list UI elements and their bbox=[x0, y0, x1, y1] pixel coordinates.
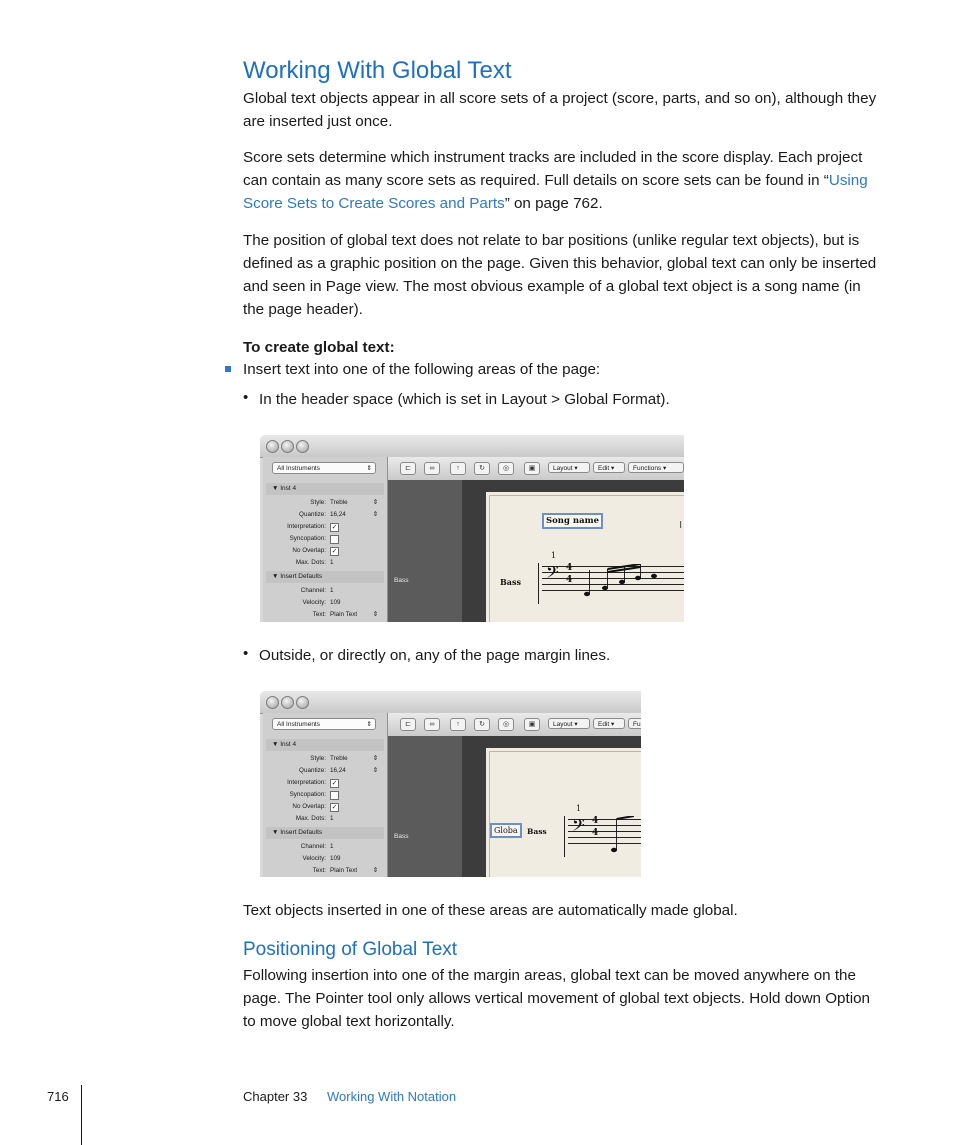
bracket-line bbox=[564, 816, 565, 857]
page-view bbox=[462, 736, 641, 877]
param-row[interactable] bbox=[266, 497, 384, 509]
close-icon[interactable] bbox=[266, 440, 279, 453]
stepper-icon[interactable]: ⇕ bbox=[372, 755, 378, 762]
inst-group-header[interactable]: ▼ Inst 4 bbox=[266, 739, 384, 751]
view-icon[interactable]: ▣ bbox=[524, 718, 540, 731]
zoom-icon[interactable] bbox=[296, 696, 309, 709]
param-row[interactable] bbox=[266, 521, 384, 533]
paragraph-text: Score sets determine which instrument tracks are included in the score display. Each project can contain as many score sets as required. Full details on score sets can be found in “ bbox=[243, 149, 863, 189]
step-bullet-icon bbox=[225, 366, 231, 372]
param-row[interactable] bbox=[266, 765, 384, 777]
stepper-icon[interactable]: ⇕ bbox=[372, 499, 378, 506]
menu-label: Layout bbox=[553, 465, 573, 472]
cross-reference-link[interactable]: Using Score Sets to Create Scores and Parts bbox=[243, 172, 868, 212]
param-row[interactable] bbox=[266, 865, 384, 877]
page-number: 716 bbox=[47, 1089, 69, 1104]
param-label: Channel: bbox=[300, 843, 326, 850]
minimize-icon[interactable] bbox=[281, 696, 294, 709]
score-page bbox=[486, 748, 641, 877]
checkbox[interactable]: ✓ bbox=[331, 780, 338, 787]
param-label: Quantize: bbox=[299, 511, 326, 518]
window-titlebar bbox=[260, 691, 641, 714]
param-label: Text: bbox=[312, 867, 326, 874]
menu-label: Functions bbox=[633, 465, 662, 472]
checkbox[interactable]: ✓ bbox=[331, 548, 338, 555]
checkbox[interactable] bbox=[330, 791, 339, 800]
param-value: 1 bbox=[330, 815, 334, 822]
bullet-dot-icon: • bbox=[243, 389, 249, 406]
param-row[interactable] bbox=[266, 533, 384, 545]
section-heading: Positioning of Global Text bbox=[243, 939, 458, 960]
midi-out-icon[interactable]: ◎ bbox=[498, 462, 514, 475]
param-row[interactable] bbox=[266, 789, 384, 801]
page-title: Working With Global Text bbox=[243, 57, 512, 84]
score-page bbox=[486, 492, 684, 622]
bracket-line bbox=[538, 563, 539, 604]
paragraph-positioning: Following insertion into one of the margin areas, global text can be moved anywhere on the page. The Pointer tool only allows vertical movement of global text objects. Hold down Option to move global text horizontally. bbox=[243, 967, 870, 1030]
stepper-icon[interactable]: ⇕ bbox=[372, 611, 378, 618]
stepper-icon[interactable]: ⇕ bbox=[372, 767, 378, 774]
param-value: 16,24 bbox=[330, 767, 346, 774]
param-label: Interpretation: bbox=[287, 523, 326, 530]
page-view bbox=[462, 480, 684, 622]
param-row[interactable] bbox=[266, 841, 384, 853]
score-toolbar bbox=[388, 713, 641, 737]
footer-chapter: Chapter 33 bbox=[243, 1089, 308, 1104]
checkbox[interactable]: ✓ bbox=[331, 804, 338, 811]
insert-defaults-header[interactable]: ▼ Insert Defaults bbox=[266, 827, 384, 839]
param-label: Text: bbox=[312, 611, 326, 618]
group-label: Insert Defaults bbox=[280, 829, 323, 836]
select-arrow-icon: ⇕ bbox=[366, 465, 372, 472]
track-column bbox=[388, 736, 462, 877]
chain-icon[interactable]: ∞ bbox=[424, 462, 440, 475]
menu-label: Fu bbox=[633, 721, 641, 728]
instrument-set-select[interactable] bbox=[272, 718, 376, 730]
track-name: Bass bbox=[394, 833, 409, 840]
layout-menu[interactable]: Layout ▾ bbox=[548, 462, 590, 473]
pointer-icon[interactable]: ↑ bbox=[450, 462, 466, 475]
global-text-object[interactable]: Globa bbox=[490, 823, 522, 838]
insert-defaults-header[interactable]: ▼ Insert Defaults bbox=[266, 571, 384, 583]
checkbox[interactable]: ✓ bbox=[331, 524, 338, 531]
param-value: 1 bbox=[330, 559, 334, 566]
catch-icon[interactable]: ↻ bbox=[474, 462, 490, 475]
select-arrow-icon: ⇕ bbox=[366, 721, 372, 728]
stepper-icon[interactable]: ⇕ bbox=[372, 511, 378, 518]
param-label: Velocity: bbox=[302, 855, 326, 862]
bar-number: 1 bbox=[551, 551, 557, 560]
bullet-margin-lines: Outside, or directly on, any of the page margin lines. bbox=[259, 647, 611, 664]
screenshot-margin-lines bbox=[260, 691, 641, 877]
notes-graphic bbox=[578, 564, 658, 604]
stepper-icon[interactable]: ⇕ bbox=[372, 867, 378, 874]
param-value: 109 bbox=[330, 855, 341, 862]
task-heading: To create global text: bbox=[243, 339, 395, 356]
param-row[interactable] bbox=[266, 801, 384, 813]
midi-out-icon[interactable]: ◎ bbox=[498, 718, 514, 731]
score-toolbar bbox=[388, 457, 684, 481]
param-label: Velocity: bbox=[302, 599, 326, 606]
param-value: Plain Text bbox=[330, 611, 358, 618]
inspector-panel bbox=[263, 457, 388, 622]
param-value: 16,24 bbox=[330, 511, 346, 518]
paragraph-automatic: Text objects inserted in one of these areas are automatically made global. bbox=[243, 902, 738, 919]
minimize-icon[interactable] bbox=[281, 440, 294, 453]
paragraph-score-sets bbox=[243, 146, 883, 215]
param-value: Treble bbox=[330, 755, 348, 762]
param-value: Treble bbox=[330, 499, 348, 506]
functions-menu[interactable]: Functions ▾ bbox=[628, 462, 684, 473]
instrument-set-select[interactable] bbox=[272, 462, 376, 474]
window-titlebar bbox=[260, 435, 684, 458]
inst-group-header[interactable]: ▼ Inst 4 bbox=[266, 483, 384, 495]
param-label: Syncopation: bbox=[289, 535, 326, 542]
paragraph-position: The position of global text does not relate to bar positions (unlike regular text objects), but is defined as a graphic position on the page. Given this behavior, global text can only be inserted and seen in Page view. The most obvious example of a global text object is a song name (in the page header). bbox=[243, 232, 877, 318]
checkbox[interactable] bbox=[330, 535, 339, 544]
param-value: 1 bbox=[330, 843, 334, 850]
param-label: No Overlap: bbox=[292, 547, 326, 554]
menu-label: Edit bbox=[598, 721, 610, 728]
group-label: Inst 4 bbox=[280, 485, 297, 492]
bass-clef-icon: 𝄢 bbox=[572, 815, 585, 839]
functions-menu[interactable] bbox=[628, 718, 641, 729]
param-value: 1 bbox=[330, 587, 334, 594]
layout-menu[interactable]: Layout ▾ bbox=[548, 718, 590, 729]
song-name-text[interactable]: Song name bbox=[542, 513, 603, 529]
param-row[interactable] bbox=[266, 813, 384, 825]
param-label: No Overlap: bbox=[292, 803, 326, 810]
param-label: Max. Dots: bbox=[295, 815, 326, 822]
param-value: 109 bbox=[330, 599, 341, 606]
param-label: Interpretation: bbox=[287, 779, 326, 786]
menu-label: Edit bbox=[598, 465, 610, 472]
param-value: Plain Text bbox=[330, 867, 358, 874]
notes-group bbox=[604, 816, 634, 856]
param-label: Channel: bbox=[300, 587, 326, 594]
param-row[interactable] bbox=[266, 509, 384, 521]
param-row[interactable] bbox=[266, 853, 384, 865]
view-icon[interactable]: ▣ bbox=[524, 462, 540, 475]
track-column bbox=[388, 480, 462, 622]
staff-name: Bass bbox=[527, 827, 547, 836]
select-label: All Instruments bbox=[277, 465, 320, 472]
param-row[interactable] bbox=[266, 557, 384, 569]
close-icon[interactable] bbox=[266, 696, 279, 709]
text-cursor-icon: I bbox=[679, 520, 682, 531]
link-icon[interactable]: ⊏ bbox=[400, 718, 416, 731]
paragraph-intro: Global text objects appear in all score sets of a project (score, parts, and so on), although they are inserted just once. bbox=[243, 90, 877, 130]
notes-graphic bbox=[604, 816, 634, 856]
edit-menu[interactable]: Edit ▾ bbox=[593, 718, 625, 729]
paragraph-text: ” on page 762. bbox=[504, 195, 603, 212]
catch-icon[interactable]: ↻ bbox=[474, 718, 490, 731]
inspector-panel bbox=[263, 713, 388, 877]
chain-icon[interactable]: ∞ bbox=[424, 718, 440, 731]
edit-menu[interactable]: Edit ▾ bbox=[593, 462, 625, 473]
select-label: All Instruments bbox=[277, 721, 320, 728]
param-row[interactable] bbox=[266, 753, 384, 765]
footer-divider bbox=[81, 1085, 82, 1145]
param-row[interactable] bbox=[266, 609, 384, 621]
param-label: Style: bbox=[310, 755, 326, 762]
param-label: Syncopation: bbox=[289, 791, 326, 798]
param-label: Quantize: bbox=[299, 767, 326, 774]
staff-name: Bass bbox=[500, 577, 521, 587]
notes-group bbox=[578, 564, 658, 604]
link-icon[interactable]: ⊏ bbox=[400, 462, 416, 475]
group-label: Insert Defaults bbox=[280, 573, 323, 580]
time-signature-icon: 4 4 bbox=[566, 563, 573, 585]
param-row[interactable] bbox=[266, 545, 384, 557]
page-margin-line bbox=[489, 751, 641, 877]
pointer-icon[interactable]: ↑ bbox=[450, 718, 466, 731]
param-label: Max. Dots: bbox=[295, 559, 326, 566]
footer-chapter-title[interactable]: Working With Notation bbox=[327, 1089, 457, 1104]
param-row[interactable] bbox=[266, 777, 384, 789]
menu-label: Layout bbox=[553, 721, 573, 728]
bullet-dot-icon: • bbox=[243, 645, 249, 662]
step-text: Insert text into one of the following areas of the page: bbox=[243, 361, 601, 378]
time-signature-icon: 4 4 bbox=[592, 816, 599, 838]
zoom-icon[interactable] bbox=[296, 440, 309, 453]
param-row[interactable] bbox=[266, 585, 384, 597]
param-label: Style: bbox=[310, 499, 326, 506]
bullet-header-space: In the header space (which is set in Layout > Global Format). bbox=[259, 391, 670, 408]
param-row[interactable] bbox=[266, 597, 384, 609]
bass-clef-icon: 𝄢 bbox=[546, 562, 559, 586]
track-name: Bass bbox=[394, 577, 409, 584]
group-label: Inst 4 bbox=[280, 741, 297, 748]
screenshot-header-space bbox=[260, 435, 684, 622]
bar-number: 1 bbox=[576, 804, 582, 813]
